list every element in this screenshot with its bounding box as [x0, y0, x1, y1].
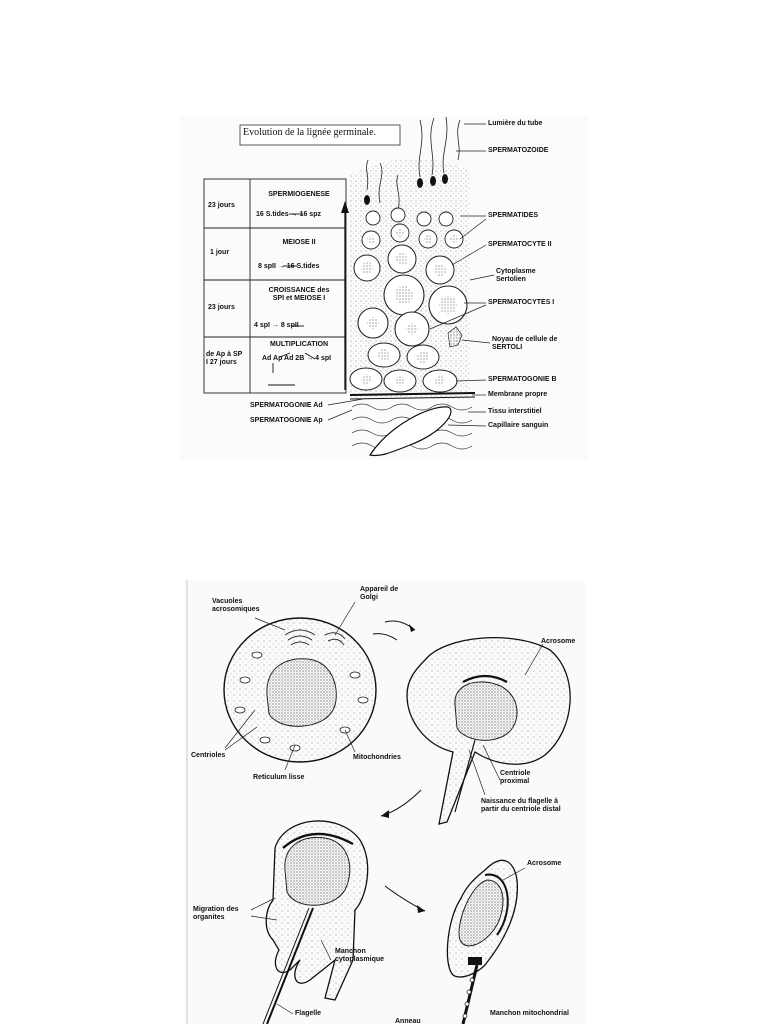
duration-row1: 23 jours [208, 202, 235, 209]
label-lumiere: Lumière du tube [488, 120, 543, 127]
label-spermatogonie-b: SPERMATOGONIE B [488, 376, 557, 383]
label-tissu: Tissu interstitiel [488, 408, 542, 415]
label-centrioles: Centrioles [191, 752, 226, 759]
phase-meiose-ii: MEIOSE II [282, 239, 316, 246]
label-cytoplasme: Cytoplasme Sertolien [496, 268, 536, 283]
label-spermatides: SPERMATIDES [488, 212, 539, 219]
phase-multiplication: MULTIPLICATION [269, 341, 329, 348]
label-noyau-sertoli: Noyau de cellule de SERTOLI [492, 336, 558, 351]
label-spermatogonie-ad: SPERMATOGONIE Ad [250, 402, 323, 409]
label-spermatogonie-ap: SPERMATOGONIE Ap [250, 417, 323, 424]
duration-row4: de Ap à SP I 27 jours [206, 351, 243, 366]
label-anneau: Anneau [395, 1018, 421, 1025]
duration-row2: 1 jour [210, 249, 230, 256]
label-reticulum: Reticulum lisse [253, 774, 305, 781]
detail-row4: Ad Ap Ad 2B → 4 spI [262, 355, 332, 362]
label-naissance-flagelle: Naissance du flagelle à partir du centriole distal [481, 798, 561, 813]
label-membrane: Membrane propre [488, 391, 548, 398]
phase-spermiogenese: SPERMIOGENESE [268, 191, 330, 198]
label-spermatozoide: SPERMATOZOIDE [488, 147, 549, 154]
figure-title: Evolution de la lignée germinale. [243, 127, 377, 138]
detail-row3: 4 spI → 8 spII [254, 322, 299, 329]
label-spermatocyte-ii: SPERMATOCYTE II [488, 241, 552, 248]
label-vacuoles: Vacuoles acrosomiques [212, 598, 260, 613]
label-spermatocytes-i: SPERMATOCYTES I [488, 299, 555, 306]
label-acrosome-2: Acrosome [527, 860, 562, 867]
label-capillaire: Capillaire sanguin [488, 422, 549, 429]
label-mitochondries: Mitochondries [353, 754, 401, 761]
germ-line-evolution-figure [180, 115, 588, 460]
detail-row2: 8 spII → 16 S.tides [258, 263, 320, 270]
phase-croissance: CROISSANCE des SPI et MEIOSE I [268, 287, 330, 302]
label-manchon-cytoplasmique: Manchon cytoplasmique [335, 948, 385, 963]
label-acrosome-1: Acrosome [541, 638, 576, 645]
label-golgi: Appareil de Golgi [360, 586, 399, 601]
label-flagelle: Flagelle [295, 1010, 322, 1017]
label-centriole-proximal: Centriole proximal [500, 770, 531, 785]
detail-row1: 16 S.tides → 16 spz [256, 211, 321, 218]
duration-row3: 23 jours [208, 304, 235, 311]
label-manchon-mitochondrial: Manchon mitochondrial [490, 1010, 569, 1017]
spermiogenesis-figure [185, 580, 585, 1024]
label-migration: Migration des organites [193, 906, 239, 921]
